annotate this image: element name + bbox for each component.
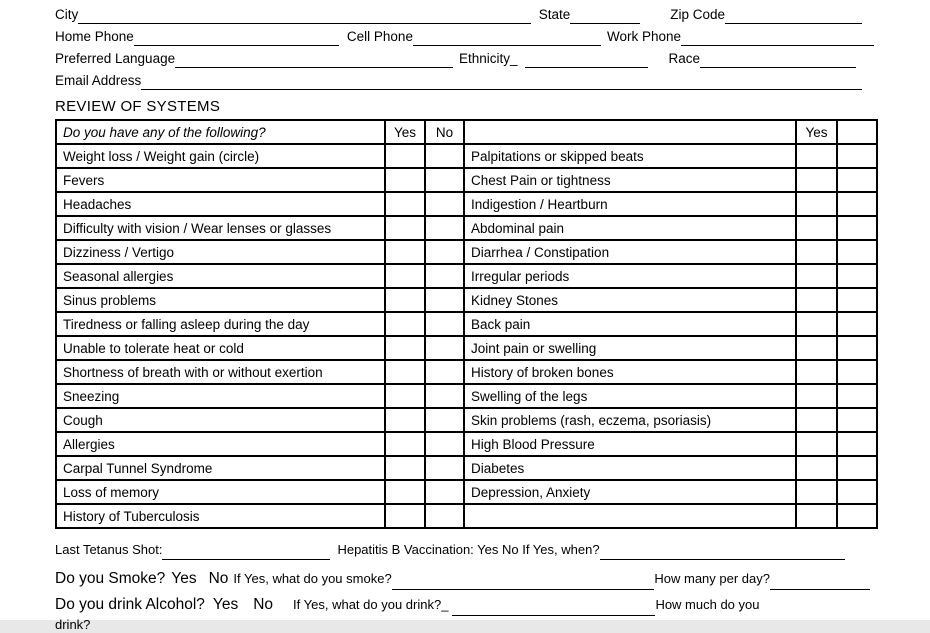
left-no-header: No bbox=[425, 120, 464, 144]
smoke-what-line[interactable] bbox=[392, 577, 655, 590]
race-label: Race bbox=[668, 51, 700, 66]
symptom-left-yes-cell[interactable] bbox=[385, 504, 425, 528]
ros-row bbox=[56, 192, 877, 216]
ros-row bbox=[56, 504, 877, 528]
symptom-left-no-cell[interactable] bbox=[425, 240, 464, 264]
city-state-zip-row bbox=[55, 7, 862, 22]
symptom-right-no-cell[interactable] bbox=[837, 432, 877, 456]
hepatitis-when-line[interactable] bbox=[600, 547, 845, 560]
symptom-right-yes-cell[interactable] bbox=[796, 312, 837, 336]
ethnicity-label: Ethnicity_ bbox=[458, 51, 518, 66]
symptom-left-yes-cell[interactable] bbox=[385, 480, 425, 504]
symptom-left-yes-cell[interactable] bbox=[385, 240, 425, 264]
symptom-left-yes-cell[interactable] bbox=[385, 192, 425, 216]
symptom-left-label: Headaches bbox=[56, 192, 385, 216]
symptom-left-no-cell[interactable] bbox=[425, 144, 464, 168]
symptom-right-label: Palpitations or skipped beats bbox=[464, 144, 796, 168]
symptom-right-label: Abdominal pain bbox=[464, 216, 796, 240]
symptom-left-no-cell[interactable] bbox=[425, 384, 464, 408]
symptom-left-yes-cell[interactable] bbox=[385, 144, 425, 168]
symptom-right-label: Joint pain or swelling bbox=[464, 336, 796, 360]
symptom-right-no-cell[interactable] bbox=[837, 360, 877, 384]
symptom-left-label: Tiredness or falling asleep during the day bbox=[56, 312, 385, 336]
symptom-left-yes-cell[interactable] bbox=[385, 456, 425, 480]
ethnicity-input-line[interactable] bbox=[525, 55, 648, 68]
symptom-right-no-cell[interactable] bbox=[837, 168, 877, 192]
symptom-right-yes-cell[interactable] bbox=[796, 432, 837, 456]
right-blank-header bbox=[464, 120, 796, 144]
symptom-right-yes-cell[interactable] bbox=[796, 288, 837, 312]
symptom-left-no-cell[interactable] bbox=[425, 504, 464, 528]
smoke-detail-label: If Yes, what do you smoke? bbox=[233, 571, 392, 586]
ros-row bbox=[56, 144, 877, 168]
symptom-left-yes-cell[interactable] bbox=[385, 432, 425, 456]
alcohol-what-line[interactable] bbox=[452, 603, 655, 616]
zip-code-label: Zip Code bbox=[670, 7, 725, 22]
symptom-left-label: History of Tuberculosis bbox=[56, 504, 385, 528]
symptom-left-yes-cell[interactable] bbox=[385, 288, 425, 312]
symptom-left-yes-cell[interactable] bbox=[385, 336, 425, 360]
state-input-line[interactable] bbox=[570, 11, 640, 24]
email-input-line[interactable] bbox=[141, 77, 862, 90]
symptom-left-yes-cell[interactable] bbox=[385, 168, 425, 192]
symptom-left-yes-cell[interactable] bbox=[385, 216, 425, 240]
symptom-right-label: Back pain bbox=[464, 312, 796, 336]
ros-row bbox=[56, 336, 877, 360]
work-phone-input-line[interactable] bbox=[681, 33, 874, 46]
symptom-right-yes-cell[interactable] bbox=[796, 336, 837, 360]
city-input-line[interactable] bbox=[78, 11, 530, 24]
symptom-right-no-cell[interactable] bbox=[837, 456, 877, 480]
symptom-left-no-cell[interactable] bbox=[425, 192, 464, 216]
alcohol-amount-wrap-row bbox=[55, 617, 930, 633]
symptom-right-no-cell[interactable] bbox=[837, 312, 877, 336]
work-phone-label: Work Phone bbox=[606, 29, 681, 44]
smoke-yes-option[interactable]: Yes bbox=[171, 570, 197, 587]
symptom-right-yes-cell[interactable] bbox=[796, 144, 837, 168]
left-yes-header: Yes bbox=[385, 120, 425, 144]
phones-row bbox=[55, 29, 874, 44]
alcohol-yes-option[interactable]: Yes bbox=[212, 596, 239, 613]
ros-row bbox=[56, 264, 877, 288]
symptom-right-no-cell[interactable] bbox=[837, 216, 877, 240]
ros-row bbox=[56, 384, 877, 408]
symptom-right-no-cell[interactable] bbox=[837, 264, 877, 288]
symptom-right-label: Skin problems (rash, eczema, psoriasis) bbox=[464, 408, 796, 432]
symptom-right-no-cell[interactable] bbox=[837, 408, 877, 432]
state-label: State bbox=[538, 7, 571, 22]
symptom-right-no-cell[interactable] bbox=[837, 288, 877, 312]
symptom-left-no-cell[interactable] bbox=[425, 432, 464, 456]
ros-row bbox=[56, 240, 877, 264]
ros-row bbox=[56, 456, 877, 480]
symptom-left-label: Seasonal allergies bbox=[56, 264, 385, 288]
symptom-right-no-cell[interactable] bbox=[837, 504, 877, 528]
email-row bbox=[55, 73, 862, 88]
review-of-systems-title: REVIEW OF SYSTEMS bbox=[55, 98, 221, 115]
symptom-right-yes-cell[interactable] bbox=[796, 408, 837, 432]
symptom-left-label: Difficulty with vision / Wear lenses or glasses bbox=[56, 216, 385, 240]
symptom-left-label: Dizziness / Vertigo bbox=[56, 240, 385, 264]
ros-question-header: Do you have any of the following? bbox=[56, 120, 385, 144]
ros-row bbox=[56, 288, 877, 312]
symptom-left-no-cell[interactable] bbox=[425, 360, 464, 384]
symptom-right-yes-cell[interactable] bbox=[796, 192, 837, 216]
home-phone-input-line[interactable] bbox=[134, 33, 339, 46]
symptom-left-label: Shortness of breath with or without exertion bbox=[56, 360, 385, 384]
symptom-left-yes-cell[interactable] bbox=[385, 360, 425, 384]
ros-row bbox=[56, 432, 877, 456]
symptom-left-no-cell[interactable] bbox=[425, 336, 464, 360]
symptom-right-no-cell[interactable] bbox=[837, 192, 877, 216]
alcohol-amount-label: How much do you bbox=[655, 597, 760, 612]
symptom-right-yes-cell[interactable] bbox=[796, 360, 837, 384]
symptom-left-label: Allergies bbox=[56, 432, 385, 456]
symptom-left-no-cell[interactable] bbox=[425, 168, 464, 192]
symptom-right-no-cell[interactable] bbox=[837, 144, 877, 168]
tetanus-hepatitis-row bbox=[55, 542, 845, 558]
email-address-label: Email Address bbox=[55, 73, 142, 88]
symptom-left-no-cell[interactable] bbox=[425, 216, 464, 240]
zip-code-input-line[interactable] bbox=[725, 11, 862, 24]
right-no-blank-header bbox=[837, 120, 877, 144]
symptom-left-label: Cough bbox=[56, 408, 385, 432]
ros-row bbox=[56, 480, 877, 504]
smoke-no-option[interactable]: No bbox=[208, 570, 229, 587]
ros-row bbox=[56, 312, 877, 336]
review-of-systems-table bbox=[55, 119, 878, 529]
symptom-right-yes-cell[interactable] bbox=[796, 384, 837, 408]
symptom-left-no-cell[interactable] bbox=[425, 288, 464, 312]
alcohol-amount-wrap-label: drink? bbox=[55, 617, 91, 632]
symptom-right-label bbox=[464, 504, 796, 528]
symptom-left-yes-cell[interactable] bbox=[385, 384, 425, 408]
symptom-left-label: Loss of memory bbox=[56, 480, 385, 504]
home-phone-label: Home Phone bbox=[55, 29, 134, 44]
symptom-right-no-cell[interactable] bbox=[837, 336, 877, 360]
symptom-left-label: Carpal Tunnel Syndrome bbox=[56, 456, 385, 480]
smoke-question-label: Do you Smoke? bbox=[55, 570, 166, 587]
alcohol-detail-label: If Yes, what do you drink?_ bbox=[293, 597, 449, 612]
race-input-line[interactable] bbox=[700, 55, 856, 68]
cell-phone-input-line[interactable] bbox=[413, 33, 601, 46]
preferred-language-label: Preferred Language bbox=[55, 51, 176, 66]
symptom-right-yes-cell[interactable] bbox=[796, 456, 837, 480]
smoke-row bbox=[55, 569, 870, 588]
ros-row bbox=[56, 408, 877, 432]
smoke-per-day-label: How many per day? bbox=[654, 571, 770, 586]
ros-table-body bbox=[56, 144, 877, 528]
symptom-left-label: Unable to tolerate heat or cold bbox=[56, 336, 385, 360]
symptom-right-no-cell[interactable] bbox=[837, 384, 877, 408]
ros-row bbox=[56, 168, 877, 192]
symptom-right-label: Kidney Stones bbox=[464, 288, 796, 312]
symptom-right-label: Irregular periods bbox=[464, 264, 796, 288]
symptom-right-label: Depression, Anxiety bbox=[464, 480, 796, 504]
symptom-left-label: Sinus problems bbox=[56, 288, 385, 312]
alcohol-question-label: Do you drink Alcohol? bbox=[55, 596, 205, 613]
symptom-left-no-cell[interactable] bbox=[425, 408, 464, 432]
ros-row bbox=[56, 216, 877, 240]
symptom-left-label: Sneezing bbox=[56, 384, 385, 408]
smoke-per-day-line[interactable] bbox=[770, 577, 870, 590]
language-ethnicity-race-row bbox=[55, 51, 856, 66]
symptom-left-no-cell[interactable] bbox=[425, 264, 464, 288]
tetanus-label: Last Tetanus Shot: bbox=[55, 542, 163, 557]
symptom-right-yes-cell[interactable] bbox=[796, 504, 837, 528]
symptom-right-yes-cell[interactable] bbox=[796, 480, 837, 504]
symptom-left-label: Weight loss / Weight gain (circle) bbox=[56, 144, 385, 168]
preferred-language-input-line[interactable] bbox=[175, 55, 453, 68]
right-yes-header: Yes bbox=[796, 120, 837, 144]
symptom-left-no-cell[interactable] bbox=[425, 456, 464, 480]
symptom-right-label: History of broken bones bbox=[464, 360, 796, 384]
symptom-right-no-cell[interactable] bbox=[837, 240, 877, 264]
symptom-right-label: Diarrhea / Constipation bbox=[464, 240, 796, 264]
symptom-right-label: Indigestion / Heartburn bbox=[464, 192, 796, 216]
symptom-left-no-cell[interactable] bbox=[425, 312, 464, 336]
alcohol-no-option[interactable]: No bbox=[253, 596, 274, 613]
symptom-left-yes-cell[interactable] bbox=[385, 312, 425, 336]
symptom-left-no-cell[interactable] bbox=[425, 480, 464, 504]
alcohol-row bbox=[55, 595, 930, 614]
city-label: City bbox=[55, 7, 79, 22]
symptom-right-label: Swelling of the legs bbox=[464, 384, 796, 408]
symptom-left-yes-cell[interactable] bbox=[385, 408, 425, 432]
symptom-right-yes-cell[interactable] bbox=[796, 264, 837, 288]
symptom-right-yes-cell[interactable] bbox=[796, 216, 837, 240]
ros-header-row bbox=[56, 120, 877, 144]
cell-phone-label: Cell Phone bbox=[346, 29, 413, 44]
symptom-right-label: High Blood Pressure bbox=[464, 432, 796, 456]
tetanus-date-line[interactable] bbox=[162, 547, 330, 560]
symptom-right-label: Diabetes bbox=[464, 456, 796, 480]
symptom-left-label: Fevers bbox=[56, 168, 385, 192]
symptom-right-yes-cell[interactable] bbox=[796, 168, 837, 192]
symptom-right-no-cell[interactable] bbox=[837, 480, 877, 504]
symptom-left-yes-cell[interactable] bbox=[385, 264, 425, 288]
symptom-right-yes-cell[interactable] bbox=[796, 240, 837, 264]
symptom-right-label: Chest Pain or tightness bbox=[464, 168, 796, 192]
hepatitis-label: Hepatitis B Vaccination: Yes No If Yes, when? bbox=[337, 542, 600, 557]
ros-row bbox=[56, 360, 877, 384]
